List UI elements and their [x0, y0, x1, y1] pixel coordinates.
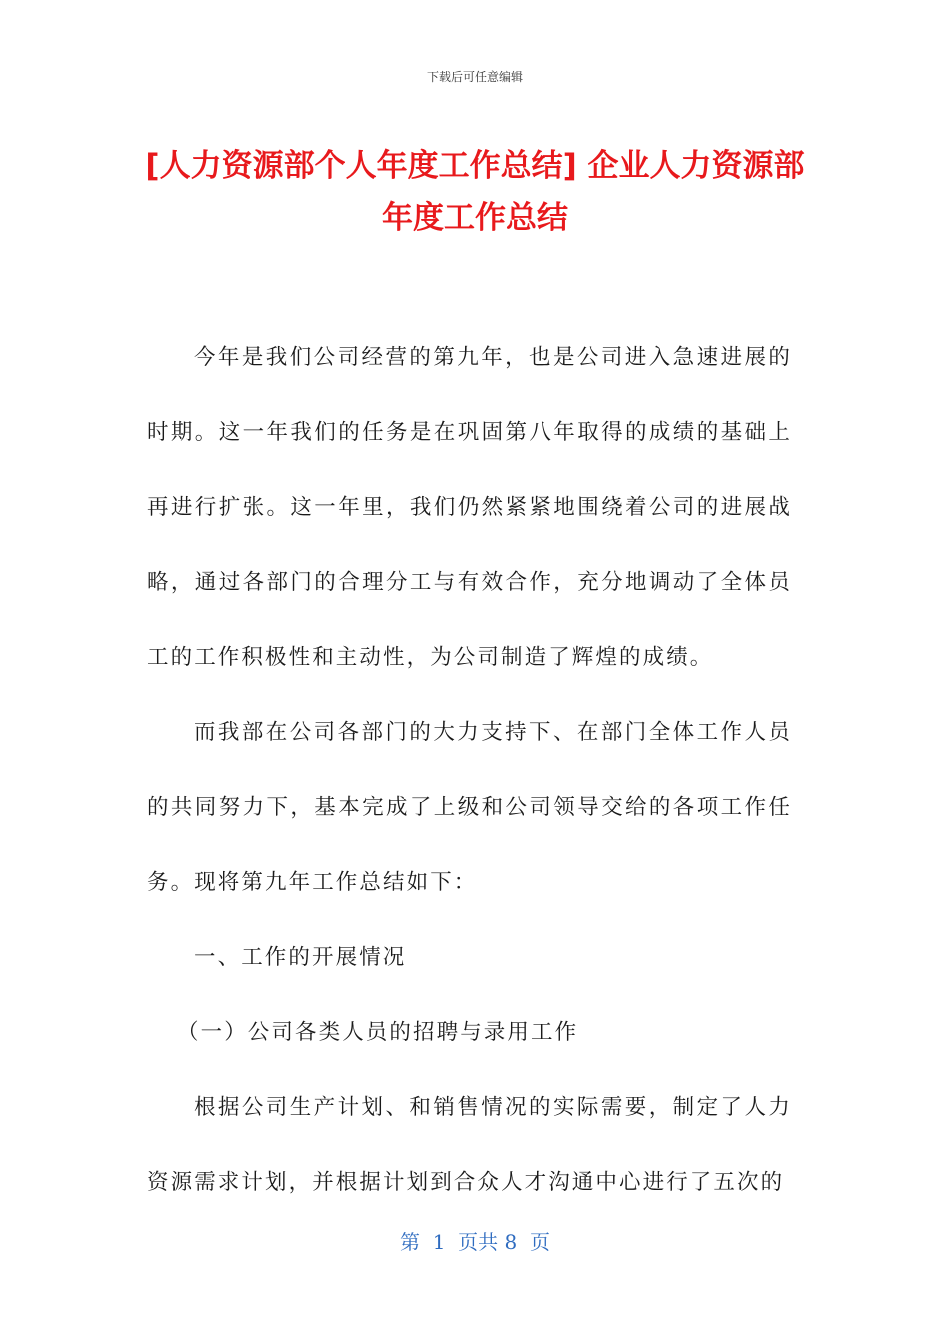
section-heading: 一、工作的开展情况: [194, 945, 407, 970]
document-title: [人力资源部个人年度工作总结] 企业人力资源部年度工作总结: [145, 148, 805, 236]
page-number-footer: 第 1 页共 8 页: [400, 1230, 550, 1254]
paragraph: 而我部在公司各部门的大力支持下、在部门全体工作人员的共同努力下，基本完成了上级和公司领导交给的各项工作任务。现将第九年工作总结如下：: [147, 720, 792, 895]
document-body: [147, 320, 792, 1220]
paragraph: 根据公司生产计划、和销售情况的实际需要，制定了人力资源需求计划，并根据计划到合众人才沟通中心进行了五次的: [147, 1095, 792, 1195]
paragraph: 今年是我们公司经营的第九年，也是公司进入急速进展的时期。这一年我们的任务是在巩固第八年取得的成绩的基础上再进行扩张。这一年里，我们仍然紧紧地围绕着公司的进展战略，通过各部门的合理分工与有效合作，充分地调动了全体员工的工作积极性和主动性，为公司制造了辉煌的成绩。: [147, 345, 792, 670]
subsection-heading: （一）公司各类人员的招聘与录用工作: [177, 1020, 579, 1045]
header-note: 下载后可任意编辑: [426, 70, 523, 84]
